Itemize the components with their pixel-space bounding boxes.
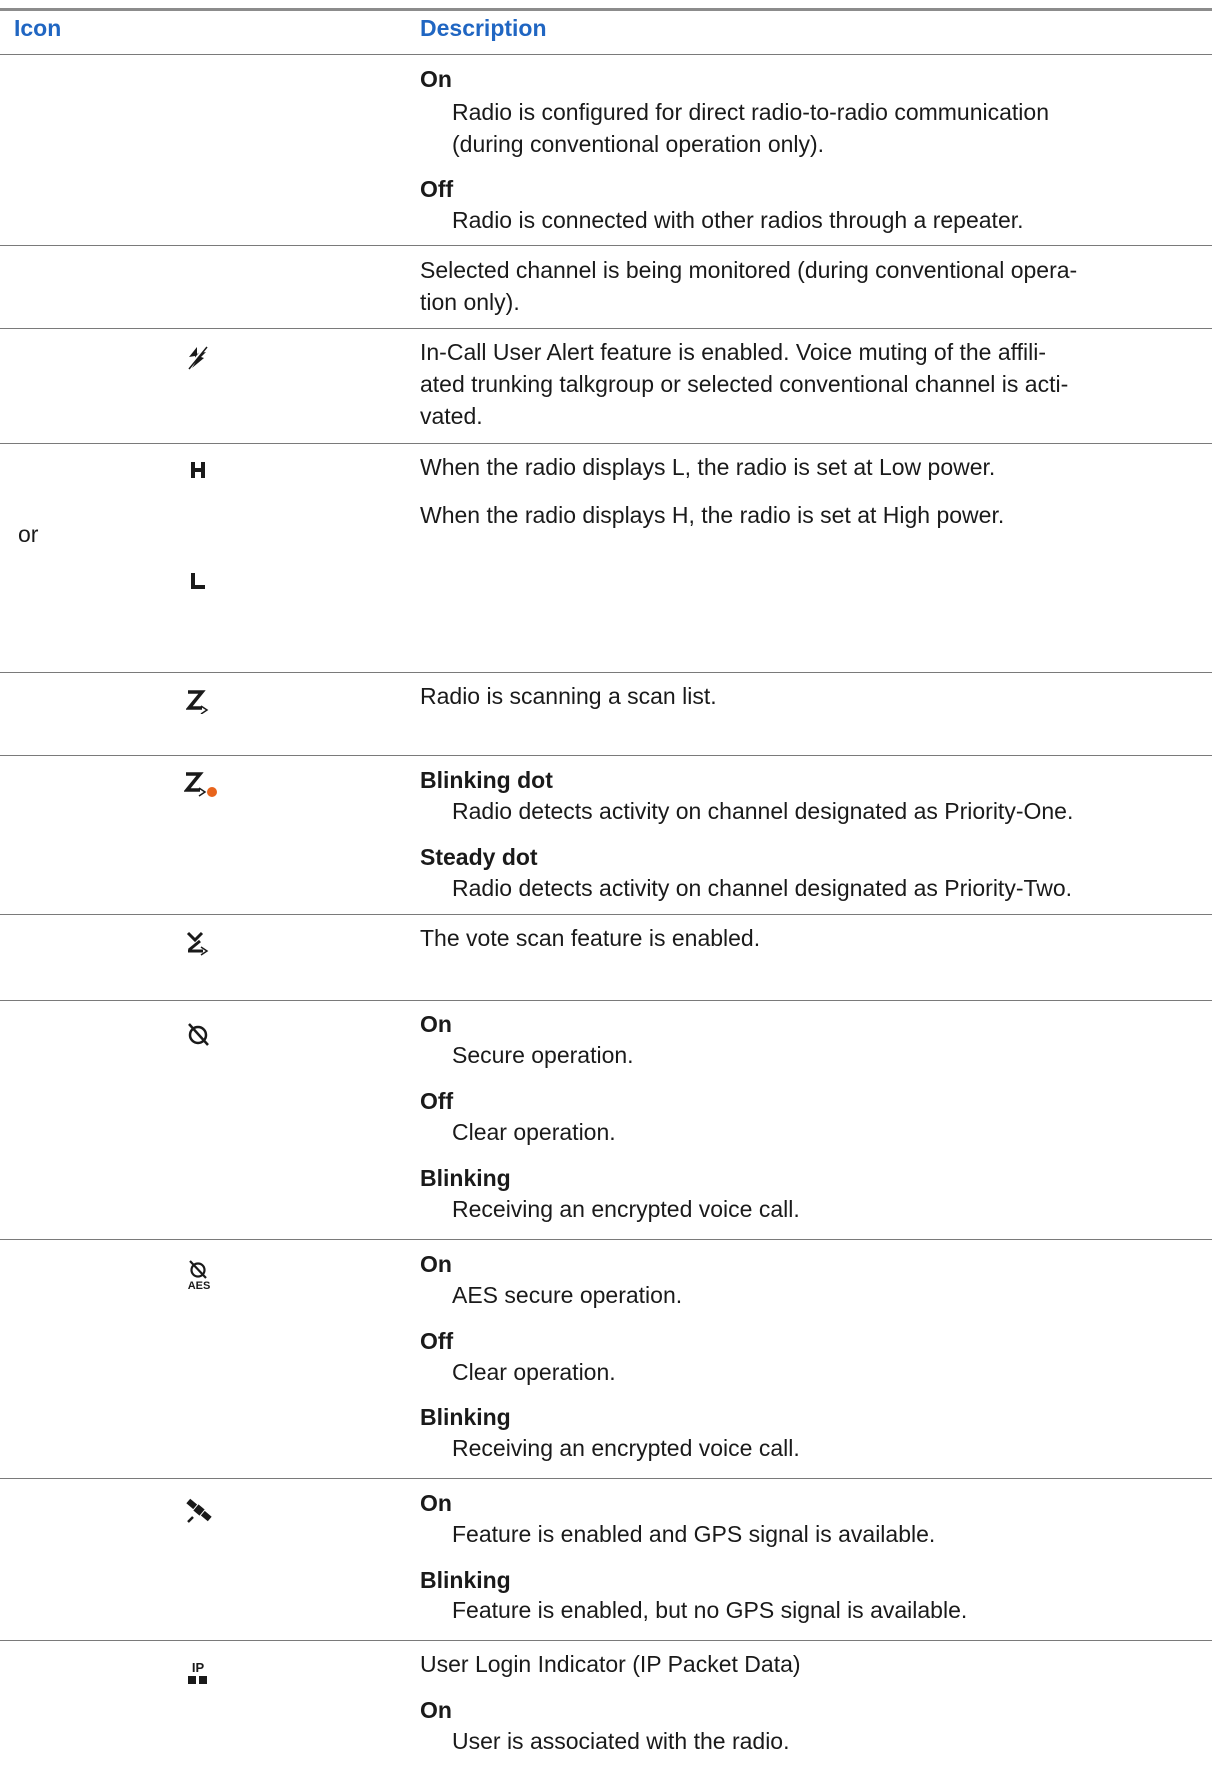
scan-icon [186,688,212,714]
description-text: Radio is connected with other radios through a repeater. [452,207,1024,233]
term-label: Off [420,1088,454,1114]
user-login-ip-icon [186,1660,210,1686]
description-text: Feature is enabled, but no GPS signal is available. [452,1597,968,1623]
term-label: On [420,66,452,92]
description-text: vated. [420,403,483,429]
aes-secure-operation-icon [185,1260,213,1290]
row-divider [0,328,1212,329]
low-power-icon [190,572,206,590]
description-text: When the radio displays L, the radio is set at Low power. [420,454,996,480]
row-divider [0,672,1212,673]
description-text: tion only). [420,289,520,315]
term-label: On [420,1011,452,1037]
gps-satellite-icon [185,1497,213,1523]
description-text: Radio is scanning a scan list. [420,683,717,709]
secure-operation-icon [186,1021,212,1047]
term-label: Blinking [420,1165,511,1191]
description-text: AES secure operation. [452,1282,683,1308]
description-text: Receiving an encrypted voice call. [452,1435,800,1461]
description-text: (during conventional operation only). [452,131,825,157]
column-header-description: Description [420,15,547,41]
description-text: ated trunking talkgroup or selected conventional channel is acti- [420,371,1069,397]
term-label: Off [420,176,454,202]
description-text: User Login Indicator (IP Packet Data) [420,1651,801,1677]
column-header-icon: Icon [14,15,62,41]
description-text: In-Call User Alert feature is enabled. Voice muting of the affili- [420,339,1047,365]
row-divider [0,443,1212,444]
description-text: Secure operation. [452,1042,634,1068]
description-text: Clear operation. [452,1119,616,1145]
term-label: On [420,1490,452,1516]
header-divider [0,54,1212,55]
term-label: On [420,1251,452,1277]
term-label: On [420,1697,452,1723]
or-label: or [18,521,39,547]
term-label: Blinking [420,1404,511,1430]
description-text: Selected channel is being monitored (during conventional opera- [420,257,1078,283]
priority-scan-icon [184,770,218,798]
row-divider [0,755,1212,756]
row-divider [0,1478,1212,1479]
aes-icon-label: AES [187,1280,211,1290]
ip-icon-label: IP [191,1660,205,1675]
description-text: Radio is configured for direct radio-to-radio communication [452,99,1050,125]
row-divider [0,914,1212,915]
term-label: Blinking [420,1567,511,1593]
in-call-user-alert-icon [186,344,208,370]
term-label: Off [420,1328,454,1354]
row-divider [0,245,1212,246]
description-text: Receiving an encrypted voice call. [452,1196,800,1222]
high-power-icon [190,461,206,479]
description-text: When the radio displays H, the radio is set at High power. [420,502,1005,528]
row-divider [0,1239,1212,1240]
description-text: User is associated with the radio. [452,1728,790,1754]
description-text: Radio detects activity on channel designated as Priority-Two. [452,875,1073,901]
row-divider [0,1000,1212,1001]
term-label: Steady dot [420,844,538,870]
description-text: Clear operation. [452,1359,616,1385]
row-divider [0,1640,1212,1641]
description-text: The vote scan feature is enabled. [420,925,761,951]
term-label: Blinking dot [420,767,553,793]
description-text: Feature is enabled and GPS signal is available. [452,1521,936,1547]
vote-scan-icon [186,930,212,958]
description-text: Radio detects activity on channel designated as Priority-One. [452,798,1074,824]
table-top-border [0,8,1212,11]
